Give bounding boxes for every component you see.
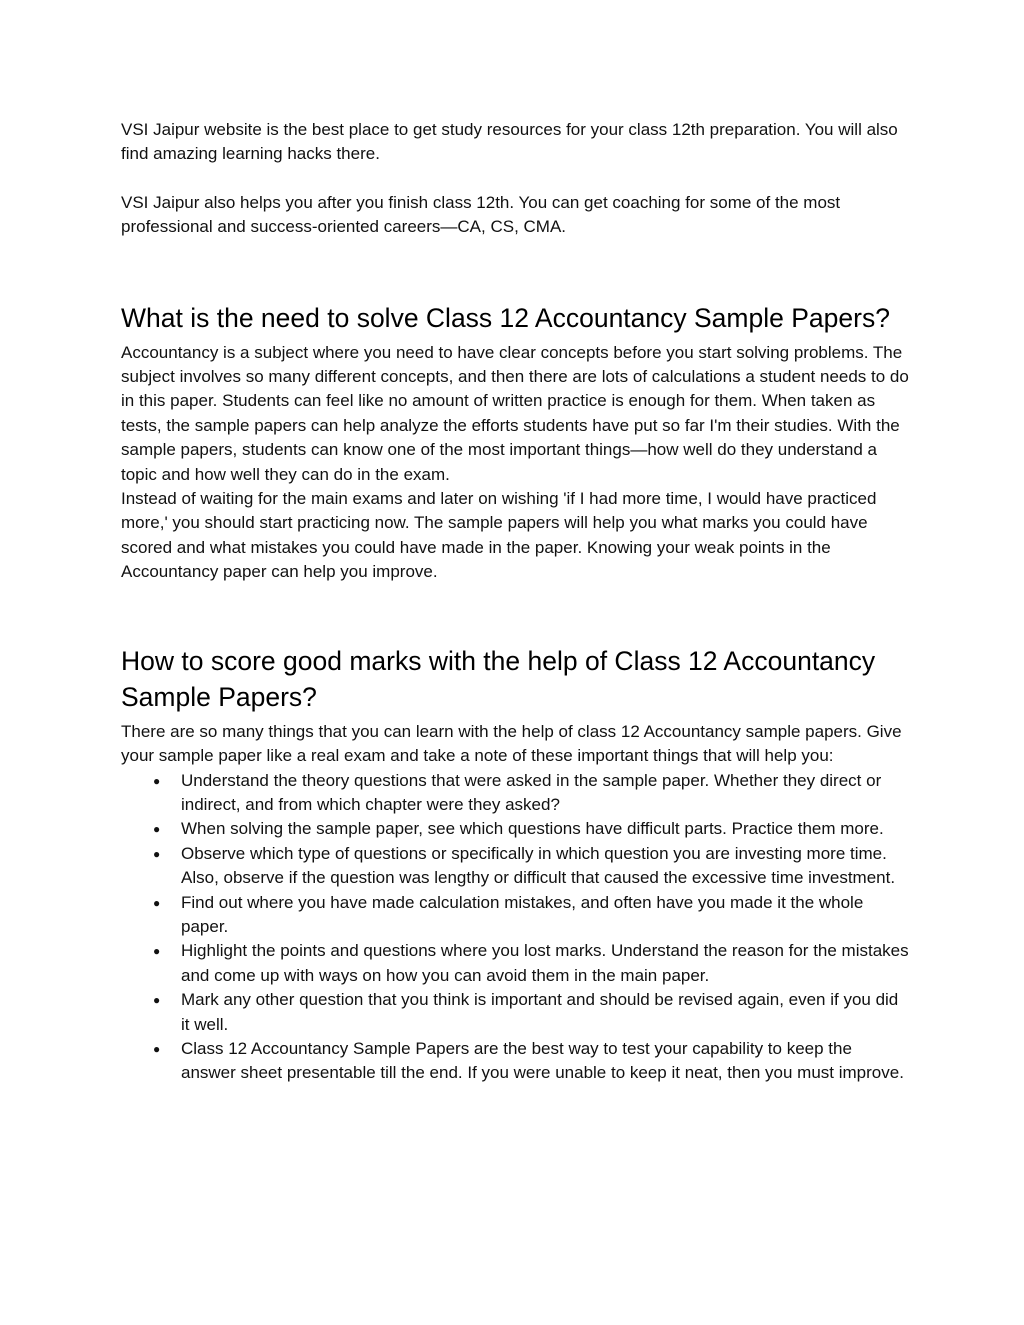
bullet-icon: ● bbox=[153, 773, 161, 788]
bullet-icon: ● bbox=[153, 993, 161, 1008]
bullet-icon: ● bbox=[153, 895, 161, 910]
tips-list bbox=[121, 769, 911, 1086]
section-spacer bbox=[121, 585, 911, 643]
list-item bbox=[121, 769, 911, 818]
section-1-paragraph-1: Accountancy is a subject where you need to have clear concepts before you start solving problems. The subject involves so many different concepts, and then there are lots of calculations a student needs to do in this paper. Students can feel like no amount of written practice is enough for them. When taken as tests, the sample papers can help analyze the efforts students have put so far I'm their studies. With the sample papers, students can know one of the most important things—how well do they understand a topic and how well they can do in the exam. bbox=[121, 342, 909, 484]
list-item bbox=[121, 891, 911, 940]
intro-paragraph-1: VSI Jaipur website is the best place to get study resources for your class 12th preparation. You will also find amazing learning hacks there. bbox=[121, 120, 898, 164]
bullet-icon: ● bbox=[153, 822, 161, 837]
section-2-heading: How to score good marks with the help of Class 12 Accountancy Sample Papers? bbox=[121, 645, 876, 712]
list-item bbox=[121, 988, 911, 1037]
section-1-heading: What is the need to solve Class 12 Accountancy Sample Papers? bbox=[121, 302, 890, 333]
bullet-icon: ● bbox=[153, 944, 161, 959]
bullet-icon: ● bbox=[153, 846, 161, 861]
paragraph-spacer bbox=[121, 167, 911, 191]
intro-paragraph-2: VSI Jaipur also helps you after you finish class 12th. You can get coaching for some of the most professional and success-oriented careers—CA, CS, CMA. bbox=[121, 192, 841, 237]
section-1-paragraph-2: Instead of waiting for the main exams and later on wishing 'if I had more time, I would have practiced more,' you should start practicing now. The sample papers will help you what marks you could have scored and what mistakes you could have made in the paper. Knowing your weak points in the Accountancy paper can help you improve. bbox=[121, 489, 877, 582]
list-item bbox=[121, 842, 911, 891]
section-2-paragraph-1: There are so many things that you can learn with the help of class 12 Accountancy sample papers. Give your sample paper like a real exam and take a note of these important things that will help you: bbox=[121, 721, 902, 766]
list-item-text: Understand the theory questions that were asked in the sample paper. Whether they direct or indirect, and from which chapter were they asked? bbox=[181, 770, 882, 814]
list-item bbox=[121, 939, 911, 988]
list-item-text: When solving the sample paper, see which questions have difficult parts. Practice them more. bbox=[181, 819, 884, 839]
list-item-text: Mark any other question that you think is important and should be revised again, even if you did it well. bbox=[181, 990, 899, 1034]
list-item-text: Observe which type of questions or specifically in which question you are investing more time. Also, observe if the question was lengthy or difficult that caused the excessive time investment. bbox=[181, 843, 896, 888]
list-item bbox=[121, 1037, 911, 1086]
document-page bbox=[121, 118, 911, 1086]
section-spacer bbox=[121, 240, 911, 300]
list-item-text: Highlight the points and questions where you lost marks. Understand the reason for the mistakes and come up with ways on how you can avoid them in the main paper. bbox=[181, 941, 909, 985]
bullet-icon: ● bbox=[153, 1041, 161, 1056]
list-item-text: Find out where you have made calculation mistakes, and often have you made it the whole paper. bbox=[181, 892, 864, 936]
list-item-text: Class 12 Accountancy Sample Papers are the best way to test your capability to keep the answer sheet presentable till the end. If you were unable to keep it neat, then you must improve. bbox=[181, 1038, 904, 1083]
list-item bbox=[121, 817, 911, 841]
